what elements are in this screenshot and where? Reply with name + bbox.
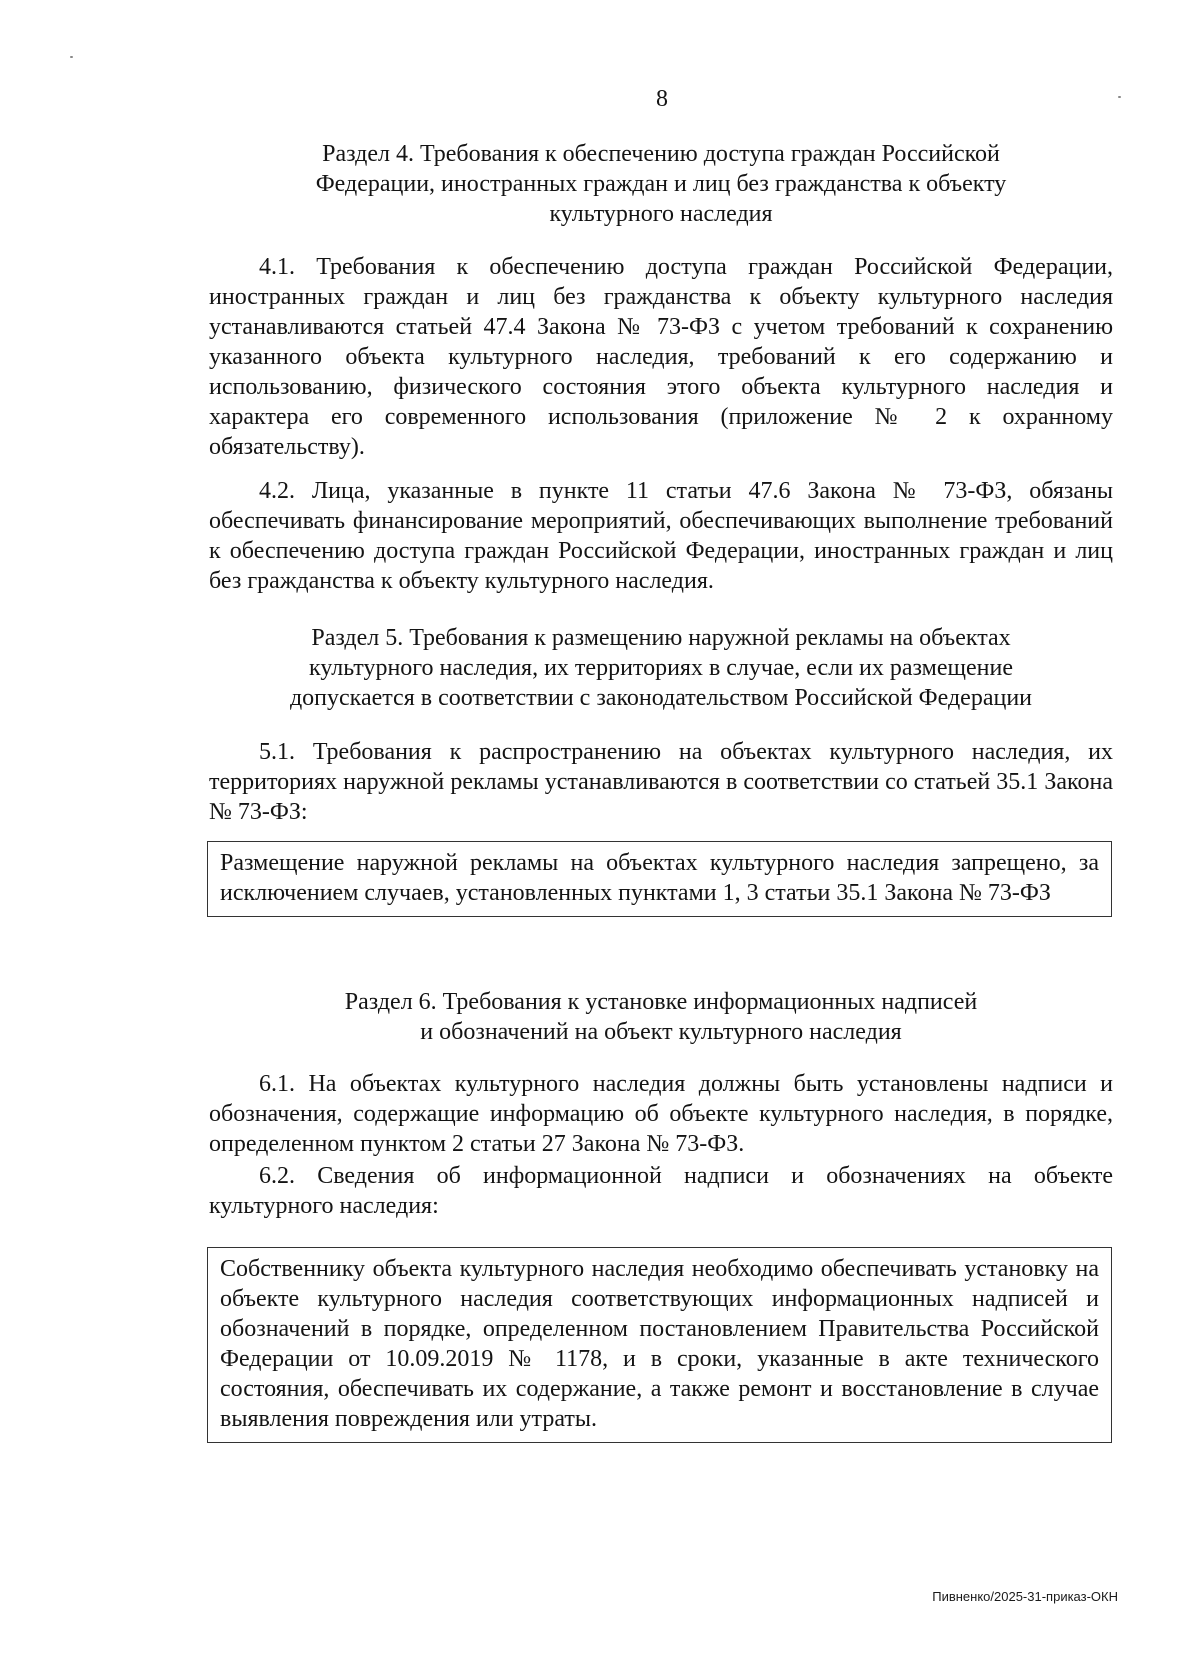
heading-line: культурного наследия xyxy=(549,201,773,227)
heading-line: культурного наследия, их территориях в случае, если их размещение xyxy=(309,655,1013,681)
document-code: Пивненко/2025-31-приказ-ОКН xyxy=(932,1589,1118,1604)
page-number: 8 xyxy=(656,86,668,112)
heading-line: и обозначений на объект культурного наследия xyxy=(420,1019,902,1045)
paragraph-4-1: 4.1. Требования к обеспечению доступа граждан Российской Федерации, иностранных граждан и лиц без гражданства к объекту культурного наследия устанавливаются статьей 47.4 Закона № 73-ФЗ с учетом требований к сохранению указанного объекта культурного наследия, требований к его содержанию и использованию, физического состояния этого объекта культурного наследия и характера его современного использования (приложение № 2 к охранному обязательству). xyxy=(209,254,1113,460)
heading-line: Раздел 5. Требования к размещению наружной рекламы на объектах xyxy=(311,625,1011,651)
paragraph-6-2: 6.2. Сведения об информационной надписи и обозначениях на объекте культурного наследия: xyxy=(209,1163,1113,1219)
paragraph-6-1: 6.1. На объектах культурного наследия должны быть установлены надписи и обозначения, содержащие информацию об объекте культурного наследия, в порядке, определенном пунктом 2 статьи 27 Закона № 73-ФЗ. xyxy=(209,1071,1113,1157)
heading-line: допускается в соответствии с законодательством Российской Федерации xyxy=(289,685,1033,711)
paragraph-4-2: 4.2. Лица, указанные в пункте 11 статьи 47.6 Закона № 73-ФЗ, обязаны обеспечивать финансирование мероприятий, обеспечивающих выполнение требований к обеспечению доступа граждан Российской Федерации, иностранных граждан и лиц без гражданства к объекту культурного наследия. xyxy=(209,478,1113,594)
section-5-heading xyxy=(209,623,1113,713)
heading-line: Раздел 4. Требования к обеспечению доступа граждан Российской xyxy=(322,141,1000,167)
heading-line: Раздел 6. Требования к установке информационных надписей xyxy=(344,989,978,1015)
paragraph-5-1: 5.1. Требования к распространению на объектах культурного наследия, их территориях наружной рекламы устанавливаются в соответствии со статьей 35.1 Закона № 73-ФЗ: xyxy=(209,739,1113,825)
information-signs-box: Собственнику объекта культурного наследия необходимо обеспечивать установку на объекте культурного наследия соответствующих информационных надписей и обозначений в порядке, определенном постановлением Правительства Российской Федерации от 10.09.2019 № 1178, и в сроки, указанные в акте технического состояния, обеспечивать их содержание, а также ремонт и восстановление в случае выявления повреждения или утраты. xyxy=(207,1247,1112,1443)
advertising-restriction-box: Размещение наружной рекламы на объектах культурного наследия запрещено, за исключением случаев, установленных пунктами 1, 3 статьи 35.1 Закона № 73-ФЗ xyxy=(207,841,1112,917)
heading-line: Федерации, иностранных граждан и лиц без гражданства к объекту xyxy=(315,171,1007,197)
section-6-heading xyxy=(209,987,1113,1047)
scan-speck xyxy=(70,56,73,58)
section-4-heading xyxy=(209,139,1113,229)
